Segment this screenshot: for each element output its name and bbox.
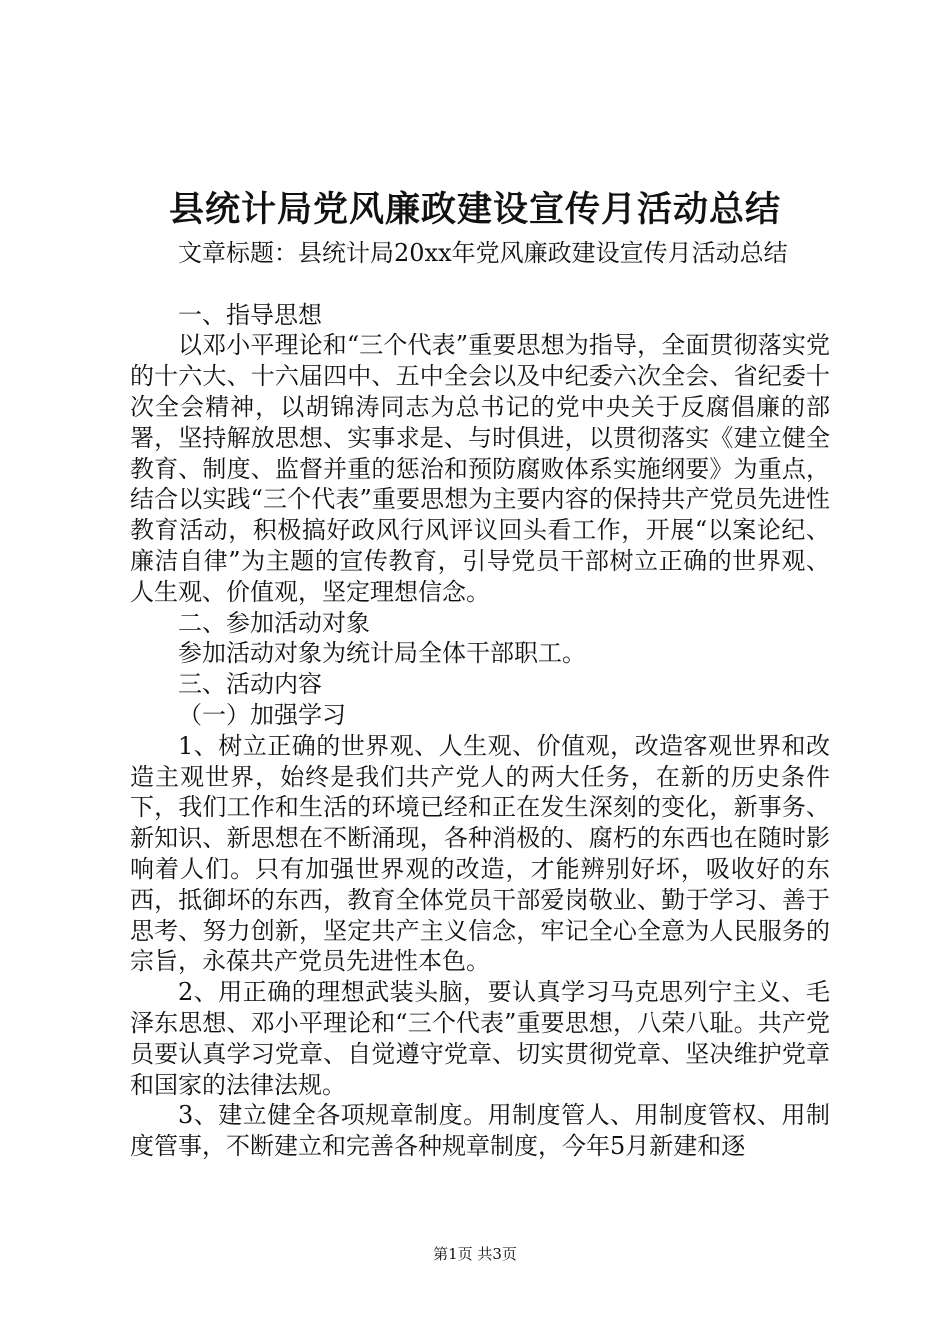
blank-line [130, 269, 830, 300]
paragraph-guiding-ideology: 以邓小平理论和“三个代表”重要思想为指导，全面贯彻落实党的十六大、十六届四中、五中全会以及中纪委六次全会、省纪委十次全会精神，以胡锦涛同志为总书记的党中央关于反腐倡廉的部署，坚持解放思想、实事求是、与时俱进，以贯彻落实《建立健全教育、制度、监督并重的惩治和预防腐败体系实施纲要》为重点，结合以实践“三个代表”重要思想为主要内容的保持共产党员先进性教育活动，积极搞好政风行风评议回头看工作，开展“以案论纪、廉洁自律”为主题的宣传教育，引导党员干部树立正确的世界观、人生观、价值观，坚定理想信念。 [130, 331, 830, 606]
section-heading-participants: 二、参加活动对象 [178, 608, 370, 637]
subsection-heading-strengthen-study: （一）加强学习 [178, 700, 346, 729]
paragraph-participants: 参加活动对象为统计局全体干部职工。 [178, 639, 586, 668]
paragraph-item-2: 2、用正确的理想武装头脑，要认真学习马克思列宁主义、毛泽东思想、邓小平理论和“三个代表”重要思想，八荣八耻。共产党员要认真学习党章、自觉遵守党章、切实贯彻党章、坚决维护党章和国家的法律法规。 [130, 978, 830, 1099]
paragraph-item-3: 3、建立健全各项规章制度。用制度管人、用制度管权、用制度管事，不断建立和完善各种规章制度，今年5月新建和逐 [130, 1101, 830, 1161]
page-number-footer: 第1页 共3页 [433, 1245, 517, 1263]
document-title: 县统计局党风廉政建设宣传月活动总结 [168, 190, 781, 230]
document-body [130, 238, 830, 1162]
section-heading-activity-content: 三、活动内容 [178, 670, 322, 699]
paragraph-item-1: 1、树立正确的世界观、人生观、价值观，改造客观世界和改造主观世界，始终是我们共产党人的两大任务，在新的历史条件下，我们工作和生活的环境已经和正在发生深刻的变化，新事务、新知识、新思想在不断涌现，各种消极的、腐朽的东西也在随时影响着人们。只有加强世界观的改造，才能辨别好坏，吸收好的东西，抵御坏的东西，教育全体党员干部爱岗敬业、勤于学习、善于思考、努力创新，坚定共产主义信念，牢记全心全意为人民服务的宗旨，永葆共产党员先进性本色。 [130, 731, 830, 976]
article-subtitle: 文章标题：县统计局20xx年党风廉政建设宣传月活动总结 [178, 239, 788, 267]
section-heading-guiding-ideology: 一、指导思想 [178, 300, 322, 329]
